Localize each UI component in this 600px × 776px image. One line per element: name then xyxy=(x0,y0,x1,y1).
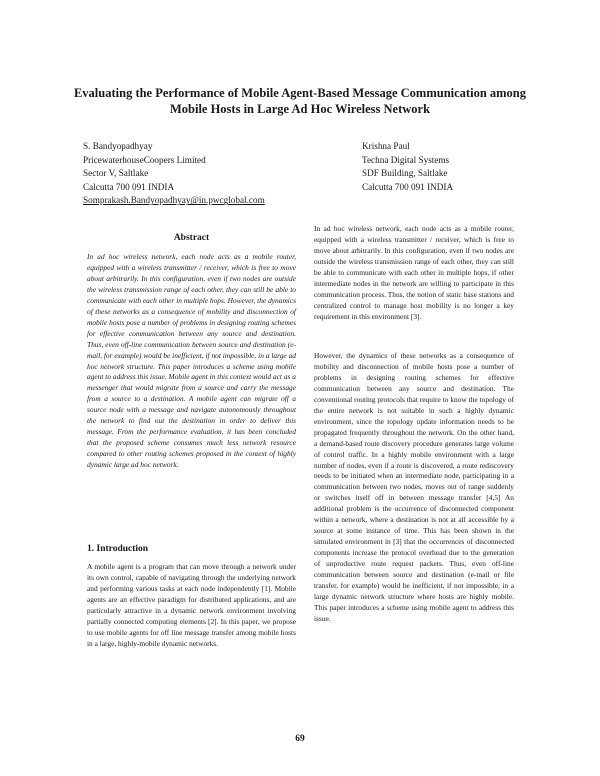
author-block-2 xyxy=(362,140,562,194)
page-number: 69 xyxy=(295,734,305,744)
author-name: S. Bandyopadhyay xyxy=(83,141,153,151)
author-address-line: Calcutta 700 091 INDIA xyxy=(362,181,454,192)
body-paragraph: In ad hoc wireless network, each node acts as a mobile router, equipped with a wireless transmitter / receiver, which is free to move about arbitrarily. In this configuration, even if two nodes are outside the wireless transmission range of each other, they can still be able to communicate with each other in multiple hops, if other intermediate nodes in the network are willing to participate in this communication process. Thus, the notion of static base stations and centralized control to manage host mobility is no longer a key requirement in this environment [3]. xyxy=(314,224,514,321)
author-name: Krishna Paul xyxy=(362,141,410,151)
introduction-heading: 1. Introduction xyxy=(87,544,149,554)
introduction-paragraph: A mobile agent is a program that can move through a network under its own control, capable of navigating through the underlying network and performing various tasks at each node independently [1]. Mobile agents are an effective paradigm for distributed applications, and are particularly attractive in a dynamic network environment involving partially connected computing elements [2]. In this paper, we propose to use mobile agents for off line message transfer among mobile hosts in a large, highly-mobile dynamic networks. xyxy=(87,562,296,648)
paper-title: Evaluating the Performance of Mobile Agent-Based Message Communication among Mobile Hosts in Large Ad Hoc Wireless Network xyxy=(73,86,527,116)
author-address-line: Calcutta 700 091 INDIA xyxy=(83,181,175,192)
author-address-line: Sector V, Saltlake xyxy=(83,168,149,179)
abstract-text: In ad hoc wireless network, each node acts as a mobile router, equipped with a wireless transmitter / receiver, which is free to move about arbitrarily. In this configuration, even if two nodes are outside the wireless transmission range of each other, they can still be able to communicate with each other in multiple hops. However, the dynamics of these networks as a consequence of mobility and disconnection of mobile hosts pose a number of problems in designing routing schemes for effective communication between any source and destination. Thus, even off-line communication between source and destination (e-mail, for example) would be inefficient, if not impossible, in a large ad hoc network structure. This paper introduces a scheme using mobile agent to address this issue. Mobile agent in this context would act as a messenger that would migrate from a source and carry the message from a source to a destination. A mobile agent can migrate off a source node with a message and navigate autonomously throughout the network to find out the destination in order to deliver this message. From the performance evaluation, it has been concluded that the proposed scheme consumes much less network resource compared to other routing schemes proposed in the context of highly dynamic large ad hoc network. xyxy=(87,252,296,470)
author-block-1 xyxy=(83,140,333,208)
body-paragraph: However, the dynamics of these networks as a consequence of mobility and disconnection of mobile hosts pose a number of problems in designing routing schemes for effective communication between any source and destination. The conventional routing protocols that require to know the topology of the entire network is not suitable in such a highly dynamic environment, since the topology update information needs to be propagated frequently throughout the network. On the other hand, a demand-based route discovery procedure generates large volume of control traffic. In a highly mobile environment with a large number of nodes, even if a route is discovered, a route rediscovery needs to be initiated when an intermediate node, participating in a communication between two nodes, moves out of range suddenly or switches itself off in between message transfer [4,5] An additional problem is the occurrence of disconnected component within a network, where a destination is not at all accessible by a source at some instance of time. This has been shown in the simulated environment in [3] that the occurrences of disconnected components increase the protocol overhead due to the generation of unproductive route request packets. Thus, even off-line communication between source and destination (e-mail or file transfer, for example) would be inefficient, if not impossible, in a large dynamic network structure where hosts are highly mobile. This paper introduces a scheme using mobile agent to address this issue. xyxy=(314,351,514,623)
author-affiliation: Techna Digital Systems xyxy=(362,154,450,165)
author-address-line: SDF Building, Saltlake xyxy=(362,168,448,179)
author-affiliation: PricewaterhouseCoopers Limited xyxy=(83,154,206,165)
abstract-heading: Abstract xyxy=(173,233,210,243)
author-email-link[interactable]: Somprakash.Bandyopadhyay@in.pwcglobal.com xyxy=(83,195,265,206)
